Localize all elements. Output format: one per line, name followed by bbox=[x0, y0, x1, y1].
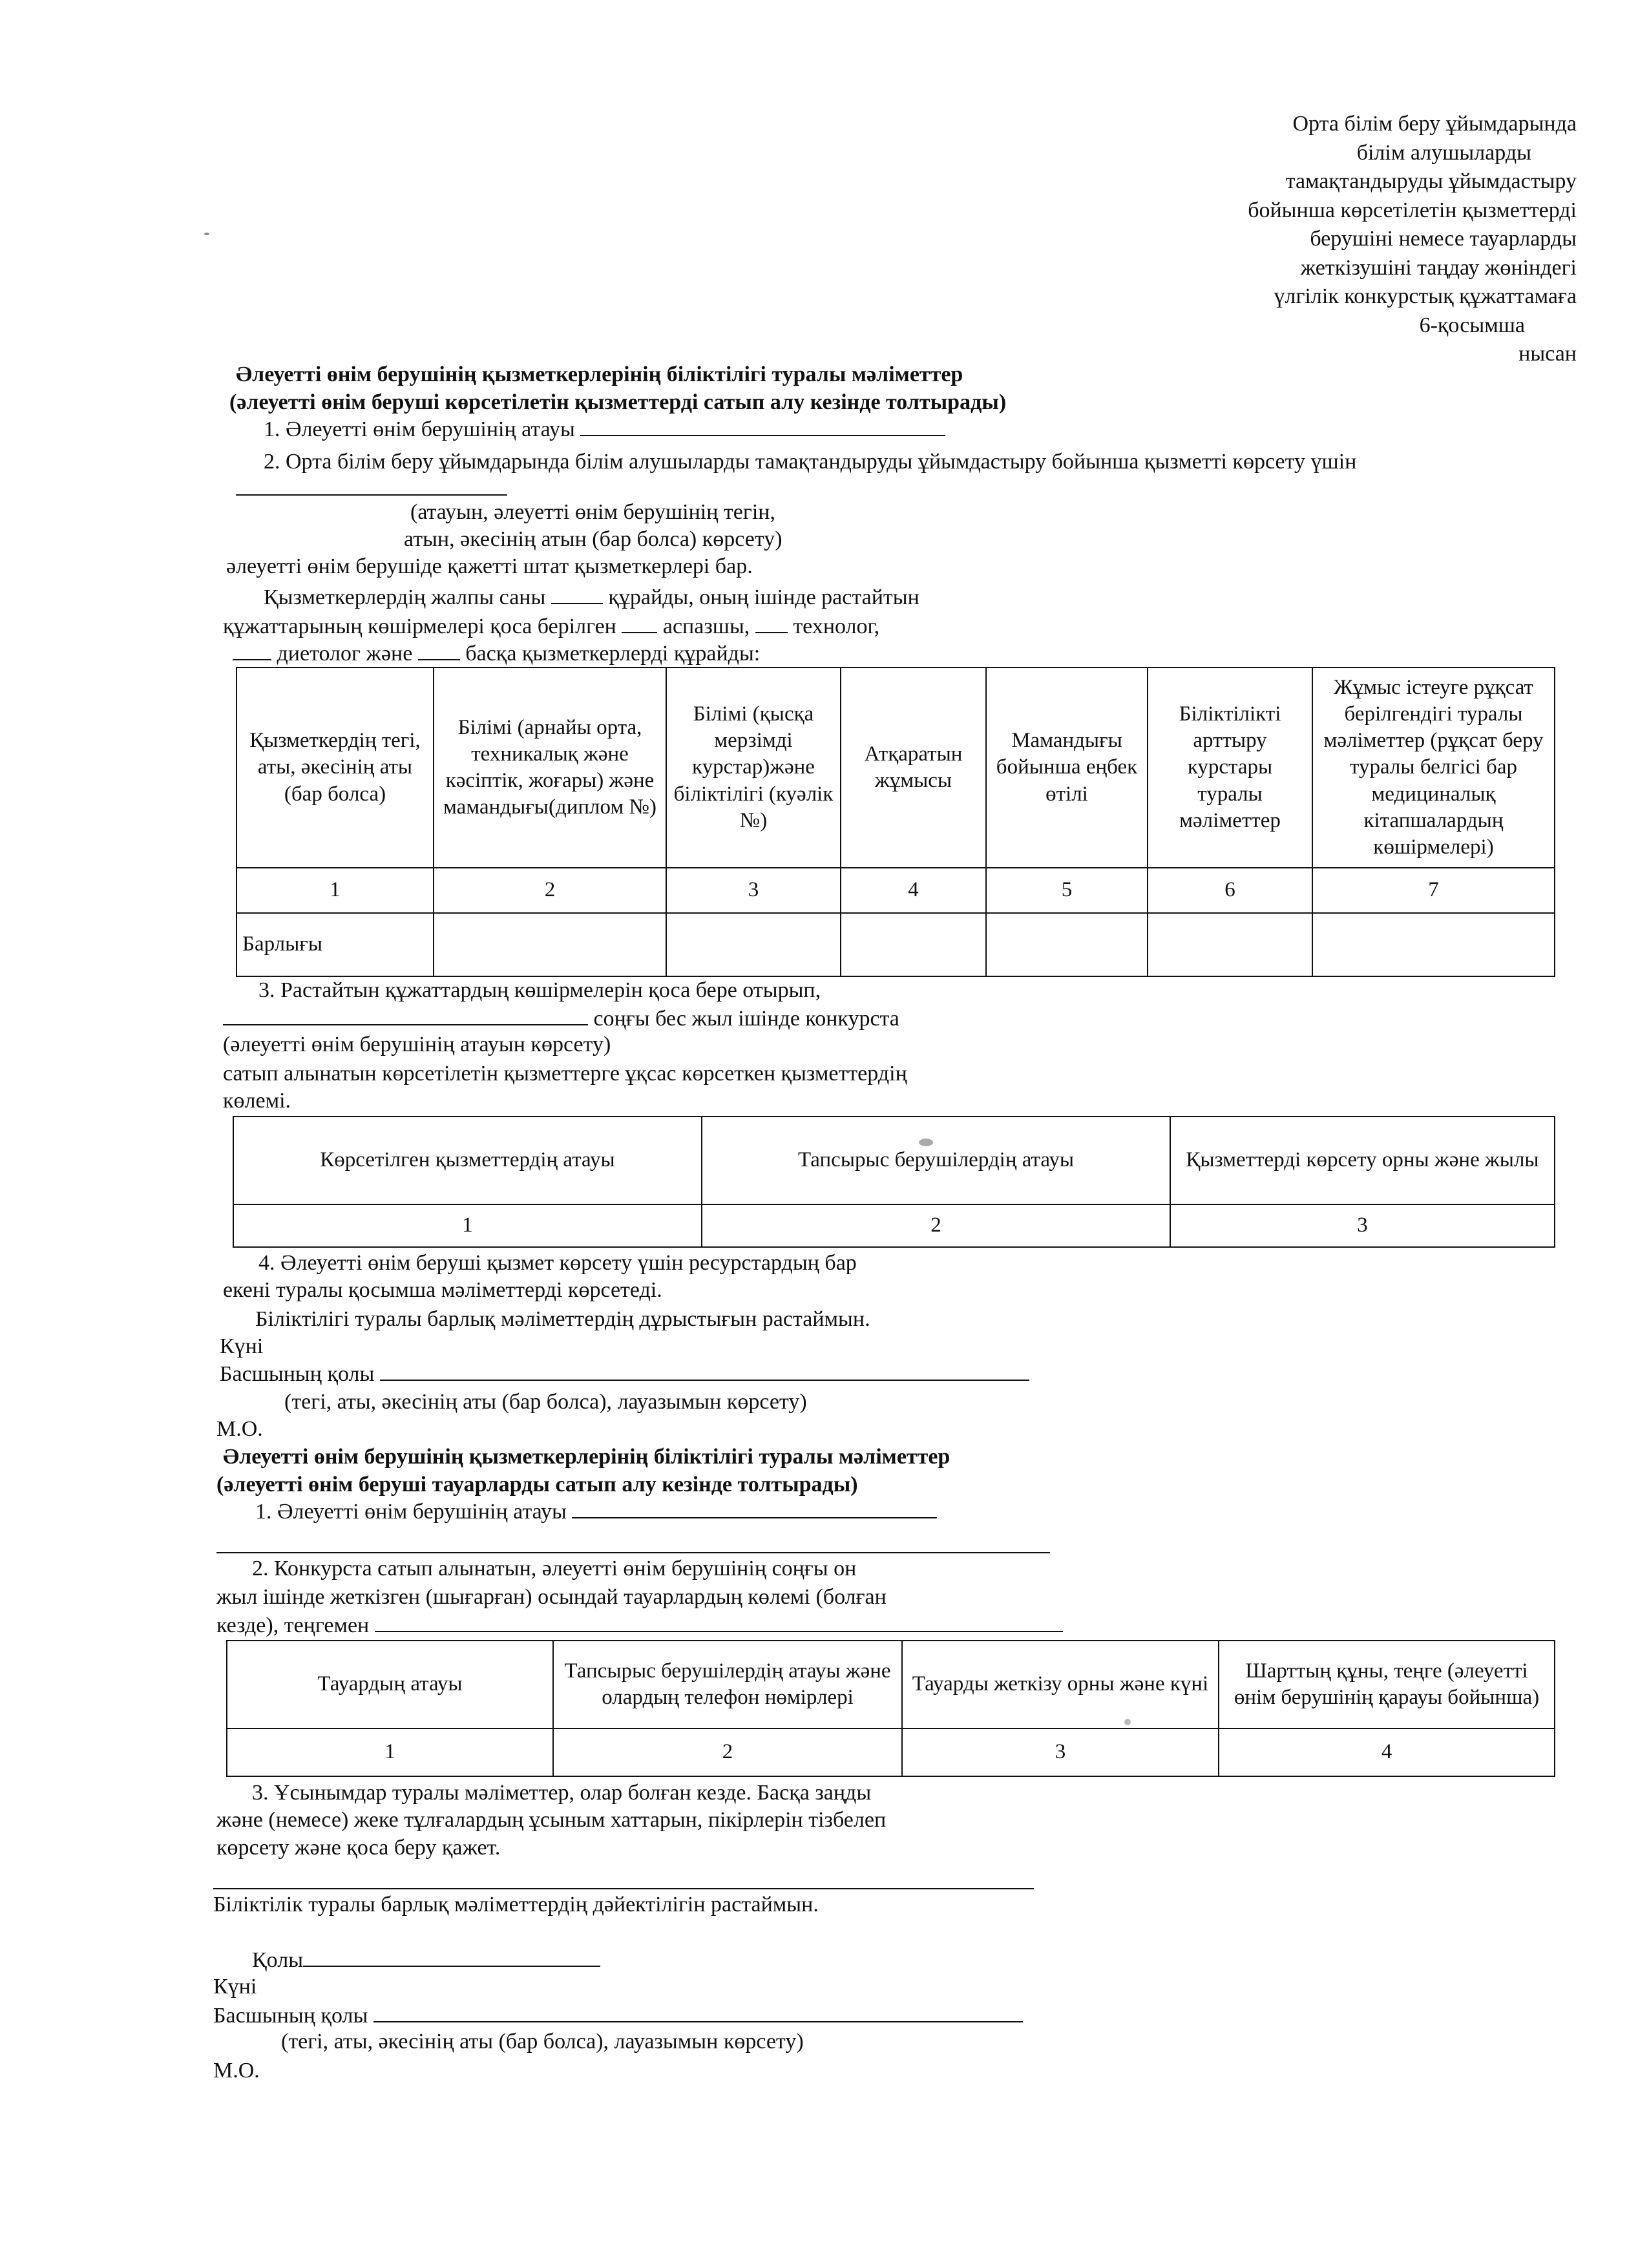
table-header-cell: Тапсырыс берушілердің атауы және олардың телефон нөмірлері bbox=[553, 1641, 902, 1728]
services-table bbox=[233, 1116, 1555, 1248]
staff-table-number-row bbox=[236, 868, 1555, 913]
section1-sign-note: (тегі, аты, әкесінің аты (бар болса), лауазымын көрсету) bbox=[284, 1390, 807, 1414]
staff-line: әлеуетті өнім берушіде қажетті штат қызметкерлері бар. bbox=[226, 554, 753, 578]
section1-item3-a: 3. Растайтын құжаттардың көшірмелерін қоса бере отырып, bbox=[258, 978, 821, 1002]
header-line: Орта білім беру ұйымдарында bbox=[1292, 112, 1577, 136]
head-signature-field[interactable] bbox=[380, 1360, 1029, 1381]
column-number: 3 bbox=[902, 1728, 1219, 1776]
table-header-cell: Қызметтерді көрсету орны және жылы bbox=[1170, 1117, 1555, 1204]
cooks-count-field[interactable] bbox=[622, 613, 657, 633]
supplier-name-field[interactable] bbox=[580, 415, 945, 436]
column-number: 2 bbox=[702, 1204, 1170, 1247]
staff-copies-line bbox=[223, 613, 879, 640]
section1-note2: атын, әкесінің атын (бар болса) көрсету) bbox=[404, 527, 782, 551]
signature-field[interactable] bbox=[303, 1946, 600, 1967]
head-signature-field-2[interactable] bbox=[373, 2002, 1023, 2022]
section1-item3-b-line bbox=[223, 1005, 899, 1033]
section2-sign-note: (тегі, аты, әкесінің аты (бар болса), лауазымын көрсету) bbox=[281, 2030, 804, 2053]
section2-item1 bbox=[255, 1498, 937, 1526]
section1-item2: 2. Орта білім беру ұйымдарында білім алушыларды тамақтандыруды ұйымдастыру бойынша қызметті көрсету үшін bbox=[264, 450, 1357, 474]
section2-sign bbox=[252, 1946, 600, 1974]
table-header-cell: Жұмыс істеуге рұқсат берілгендігі туралы мәліметтер (рұқсат беру туралы белгісі бар медициналық кітапшалардың көшірмелері) bbox=[1312, 667, 1555, 868]
goods-table-number-row bbox=[227, 1728, 1555, 1776]
table-header-cell: Біліктілікті арттыру курстары туралы мәліметтер bbox=[1148, 667, 1312, 868]
supplier-name-field-2[interactable] bbox=[223, 1005, 588, 1025]
header-line: бойынша көрсетілетін қызметтерді bbox=[1248, 198, 1577, 222]
column-number: 4 bbox=[841, 868, 986, 913]
staff-table bbox=[236, 667, 1555, 977]
section2-date: Күні bbox=[213, 1975, 257, 1999]
header-line: тамақтандыруды ұйымдастыру bbox=[1285, 169, 1577, 193]
sign-label: Қолы bbox=[252, 1948, 304, 1972]
header-line: 6-қосымша bbox=[1419, 313, 1525, 337]
section1-item4-b: екені туралы қосымша мәліметтерді көрсетеді. bbox=[223, 1278, 662, 1302]
section2-item3-c: көрсету және қоса беру қажет. bbox=[216, 1836, 501, 1860]
section1-title: Әлеуетті өнім берушінің қызметкерлерінің біліктілігі туралы мәліметтер bbox=[236, 362, 963, 386]
column-number: 3 bbox=[666, 868, 841, 913]
table-cell[interactable] bbox=[841, 913, 986, 976]
header-line: үлгілік конкурстық құжаттамаға bbox=[1274, 284, 1577, 308]
staff-table-header-row bbox=[236, 667, 1555, 868]
head-sign-label: Басшының қолы bbox=[213, 2004, 368, 2028]
item1-fill-line[interactable] bbox=[216, 1552, 1050, 1553]
section1-head-sign bbox=[220, 1360, 1029, 1388]
header-line: берушіні немесе тауарларды bbox=[1310, 227, 1577, 251]
table-cell[interactable] bbox=[666, 913, 841, 976]
technologists-label: технолог, bbox=[793, 614, 880, 638]
table-header-cell: Тапсырыс берушілердің атауы bbox=[702, 1117, 1170, 1204]
staff-total-line bbox=[264, 583, 919, 611]
table-cell[interactable] bbox=[1312, 913, 1555, 976]
column-number: 1 bbox=[227, 1728, 553, 1776]
section1-item3-d: көлемі. bbox=[223, 1089, 291, 1113]
column-number: 5 bbox=[986, 868, 1148, 913]
staff-total-label-b: құрайды, оның ішінде растайтын bbox=[608, 585, 919, 609]
section2-item2-a: 2. Конкурста сатып алынатын, әлеуетті өнім берушінің соңғы он bbox=[252, 1557, 857, 1580]
total-label-cell: Барлығы bbox=[236, 913, 434, 976]
table-header-cell: Шарттың құны, теңге (әлеуетті өнім берушінің қарауы бойынша) bbox=[1219, 1641, 1555, 1728]
table-header-cell: Тауарды жеткізу орны және күні bbox=[902, 1641, 1219, 1728]
column-number: 4 bbox=[1219, 1728, 1555, 1776]
header-line: нысан bbox=[1518, 342, 1577, 366]
table-cell[interactable] bbox=[986, 913, 1148, 976]
section2-title: Әлеуетті өнім берушінің қызметкерлерінің біліктілігі туралы мәліметтер bbox=[223, 1445, 951, 1469]
column-number: 7 bbox=[1312, 868, 1555, 913]
staff-total-field[interactable] bbox=[551, 583, 603, 604]
table-header-cell: Қызметкердің тегі, аты, әкесінің аты (бар болса) bbox=[236, 667, 434, 868]
column-number: 6 bbox=[1148, 868, 1312, 913]
dietologists-label: диетолог және bbox=[277, 642, 413, 666]
table-header-cell: Атқаратын жұмысы bbox=[841, 667, 986, 868]
cooks-label: аспазшы, bbox=[662, 614, 750, 638]
section1-stamp: М.О. bbox=[216, 1417, 263, 1441]
section2-item2-c-line bbox=[216, 1612, 1063, 1639]
section2-head-sign bbox=[213, 2002, 1023, 2030]
section2-stamp: М.О. bbox=[213, 2059, 260, 2083]
copies-label: құжаттарының көшірмелері қоса берілген bbox=[223, 614, 616, 638]
item1-label: 1. Әлеуетті өнім берушінің атауы bbox=[255, 1500, 567, 1524]
section1-date: Күні bbox=[220, 1334, 264, 1358]
item1-label: 1. Әлеуетті өнім берушінің атауы bbox=[264, 417, 575, 441]
section1-item4-a: 4. Әлеуетті өнім беруші қызмет көрсету үшін ресурстардың бар bbox=[258, 1251, 857, 1275]
recommendations-fill-line[interactable] bbox=[213, 1888, 1034, 1889]
section1-confirm: Біліктілігі туралы барлық мәліметтердің дұрыстығын растаймын. bbox=[255, 1307, 870, 1331]
other-staff-label: басқа қызметкерлерді құрайды: bbox=[465, 642, 761, 666]
table-cell[interactable] bbox=[1148, 913, 1312, 976]
column-number: 3 bbox=[1170, 1204, 1555, 1247]
section1-note1: (атауын, әлеуетті өнім берушінің тегін, bbox=[410, 500, 775, 524]
column-number: 1 bbox=[236, 868, 434, 913]
table-header-cell: Тауардың атауы bbox=[227, 1641, 553, 1728]
item3-b-label: соңғы бес жыл ішінде конкурста bbox=[593, 1007, 899, 1031]
other-staff-count-field[interactable] bbox=[418, 640, 460, 660]
goods-table bbox=[226, 1640, 1555, 1777]
supplier-name-field-3[interactable] bbox=[572, 1498, 937, 1518]
table-header-cell: Көрсетілген қызметтердің атауы bbox=[233, 1117, 702, 1204]
section1-item3-c: сатып алынатын көрсетілетін қызметтерге ұқсас көрсеткен қызметтердің bbox=[223, 1062, 907, 1086]
item2-fill-line[interactable] bbox=[236, 494, 507, 496]
section1-item3-note: (әлеуетті өнім берушінің атауын көрсету) bbox=[223, 1033, 611, 1056]
item2-c-label: кезде), теңгемен bbox=[216, 1613, 370, 1637]
section2-item3-b: және (немесе) жеке тұлғалардың ұсыным хаттарын, пікірлерін тізбелеп bbox=[216, 1808, 887, 1832]
staff-diet-line bbox=[233, 640, 760, 667]
table-cell[interactable] bbox=[434, 913, 666, 976]
staff-table-total-row bbox=[236, 913, 1555, 976]
table-header-cell: Білімі (қысқа мерзімді курстар)және біліктілігі (куәлік №) bbox=[666, 667, 841, 868]
section2-subtitle: (әлеуетті өнім беруші тауарларды сатып алу кезінде толтырады) bbox=[216, 1473, 858, 1496]
header-line: жеткізушіні таңдау жөніндегі bbox=[1300, 255, 1577, 280]
section1-subtitle: (әлеуетті өнім беруші көрсетілетін қызметтерді сатып алу кезінде толтырады) bbox=[229, 390, 1007, 414]
staff-total-label: Қызметкерлердің жалпы саны bbox=[264, 585, 546, 609]
column-number: 1 bbox=[233, 1204, 702, 1247]
section2-confirm: Біліктілік туралы барлық мәліметтердің дәйектілігін растаймын. bbox=[213, 1893, 819, 1916]
technologists-count-field[interactable] bbox=[755, 613, 788, 633]
goods-volume-field[interactable] bbox=[375, 1612, 1063, 1632]
form-header bbox=[1150, 110, 1577, 369]
section2-item2-b: жыл ішінде жеткізген (шығарған) осындай тауарлардың көлемі (болған bbox=[216, 1585, 887, 1609]
column-number: 2 bbox=[434, 868, 666, 913]
header-line: білім алушыларды bbox=[1356, 140, 1531, 165]
section1-item1 bbox=[264, 415, 945, 443]
services-table-header-row bbox=[233, 1117, 1555, 1204]
section2-item3-a: 3. Ұсынымдар туралы мәліметтер, олар болған кезде. Басқа заңды bbox=[252, 1781, 872, 1805]
dietologists-count-field[interactable] bbox=[233, 640, 271, 660]
table-header-cell: Білімі (арнайы орта, техникалық және кәсіптік, жоғары) және мамандығы(диплом №) bbox=[434, 667, 666, 868]
column-number: 2 bbox=[553, 1728, 902, 1776]
services-table-number-row bbox=[233, 1204, 1555, 1247]
table-header-cell: Мамандығы бойынша еңбек өтілі bbox=[986, 667, 1148, 868]
head-sign-label: Басшының қолы bbox=[220, 1362, 375, 1386]
scan-speck bbox=[204, 233, 209, 235]
goods-table-header-row bbox=[227, 1641, 1555, 1728]
